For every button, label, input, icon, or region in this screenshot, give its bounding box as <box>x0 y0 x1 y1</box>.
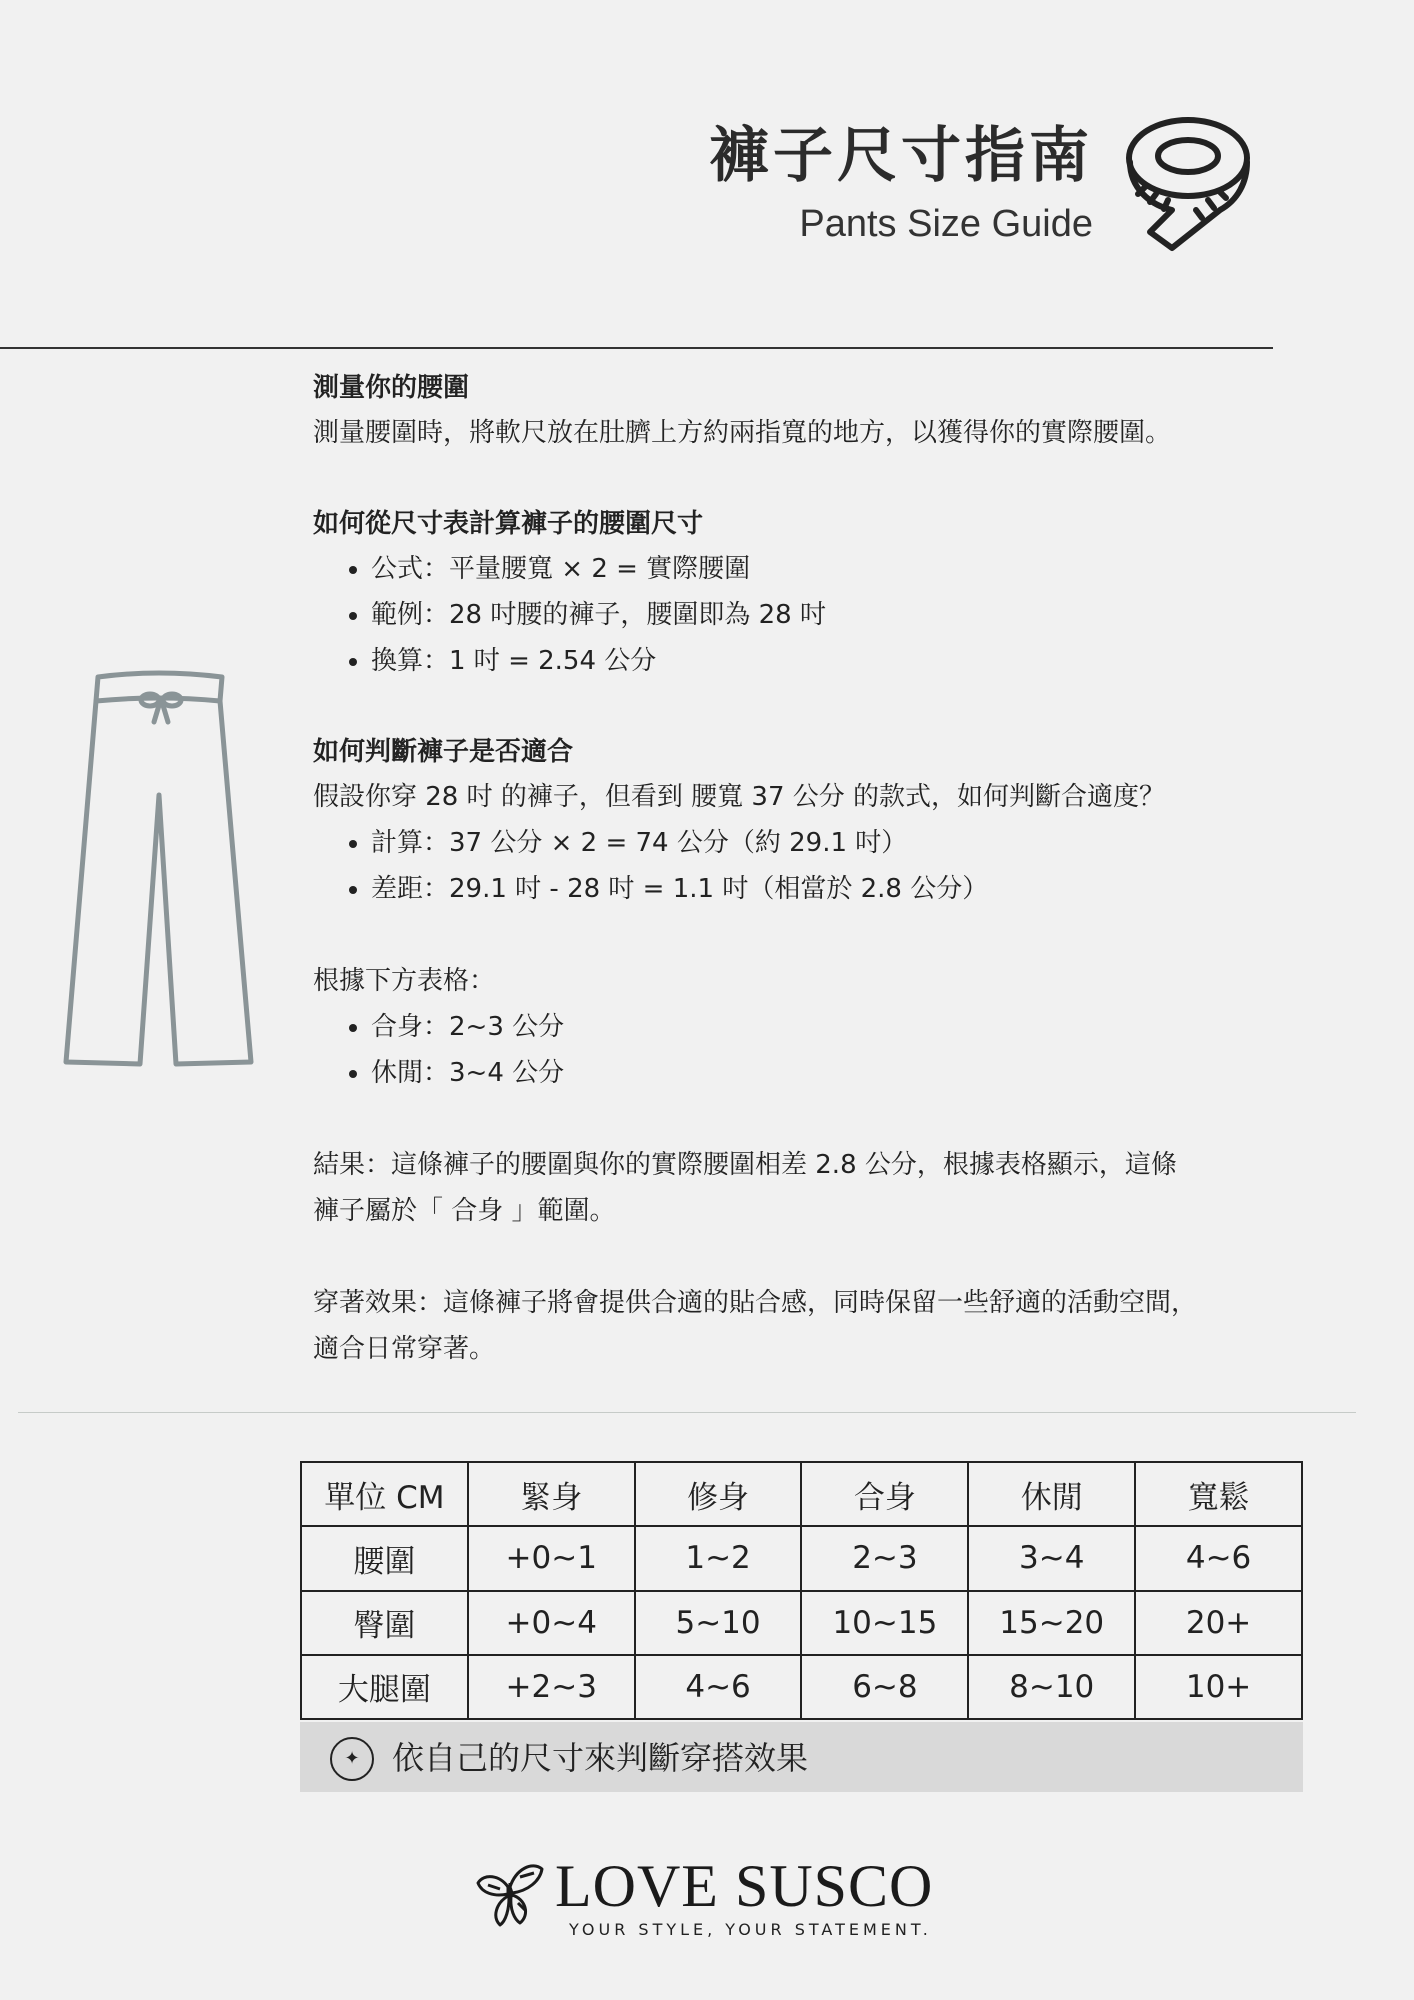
measure-text: 測量腰圍時，將軟尺放在肚臍上方約兩指寬的地方，以獲得你的實際腰圍。 <box>313 418 1172 448</box>
page-title: 褲子尺寸指南 <box>709 121 1093 191</box>
result-line-2: 褲子屬於「 合身 」範圍。 <box>313 1196 616 1226</box>
effect-line-2: 適合日常穿著。 <box>313 1334 496 1364</box>
note-text: 依自己的尺寸來判斷穿搭效果 <box>392 1739 809 1777</box>
table-cell: 20+ <box>1135 1591 1302 1655</box>
table-cell: 10+ <box>1135 1655 1302 1719</box>
brand-name: LOVE SUSCO <box>555 1853 934 1919</box>
list-item: • 差距：29.1 吋 - 28 吋 = 1.1 吋（相當於 2.8 公分） <box>371 866 1363 912</box>
table-cell: 2~3 <box>801 1526 968 1590</box>
table-header-cell: 修身 <box>635 1462 802 1526</box>
list-item: • 範例：28 吋腰的褲子，腰圍即為 28 吋 <box>371 592 1363 638</box>
measure-heading: 測量你的腰圍 <box>313 373 470 403</box>
effect-line-1: 穿著效果：這條褲子將會提供合適的貼合感，同時保留一些舒適的活動空間， <box>313 1288 1198 1318</box>
fit-list <box>313 820 1363 912</box>
table-cell: 大腿圍 <box>301 1655 468 1719</box>
table-header-cell: 寬鬆 <box>1135 1462 1302 1526</box>
table-cell: +2~3 <box>468 1655 635 1719</box>
table-cell: 4~6 <box>1135 1526 1302 1590</box>
table-ref-intro: 根據下方表格： <box>313 966 496 996</box>
table-cell: 8~10 <box>968 1655 1135 1719</box>
table-row <box>301 1526 1302 1590</box>
table-cell: 臀圍 <box>301 1591 468 1655</box>
pants-icon <box>58 667 258 1072</box>
calc-list <box>313 546 1363 684</box>
size-table <box>300 1461 1303 1720</box>
table-header-cell: 單位 CM <box>301 1462 468 1526</box>
calc-heading: 如何從尺寸表計算褲子的腰圍尺寸 <box>313 509 704 539</box>
table-row <box>301 1591 1302 1655</box>
table-cell: 1~2 <box>635 1526 802 1590</box>
fit-heading: 如何判斷褲子是否適合 <box>313 737 574 767</box>
table-header-cell: 緊身 <box>468 1462 635 1526</box>
table-cell: 6~8 <box>801 1655 968 1719</box>
section-divider <box>18 1412 1356 1413</box>
page-subtitle: Pants Size Guide <box>799 203 1093 245</box>
table-header-row <box>301 1462 1302 1526</box>
header-divider <box>0 347 1273 349</box>
list-item: • 合身：2~3 公分 <box>371 1004 1363 1050</box>
table-ref-list <box>313 1004 1363 1096</box>
table-row <box>301 1655 1302 1719</box>
content-section <box>313 366 1363 1372</box>
table-cell: 5~10 <box>635 1591 802 1655</box>
butterfly-icon <box>474 1863 546 1933</box>
table-cell: 10~15 <box>801 1591 968 1655</box>
list-item: • 公式：平量腰寬 × 2 = 實際腰圍 <box>371 546 1363 592</box>
table-cell: +0~4 <box>468 1591 635 1655</box>
list-item: • 換算：1 吋 = 2.54 公分 <box>371 638 1363 684</box>
table-cell: +0~1 <box>468 1526 635 1590</box>
list-item: • 休閒：3~4 公分 <box>371 1050 1363 1096</box>
brand-slogan: YOUR STYLE, YOUR STATEMENT. <box>569 1920 932 1939</box>
table-cell: 腰圍 <box>301 1526 468 1590</box>
table-cell: 4~6 <box>635 1655 802 1719</box>
table-header-cell: 合身 <box>801 1462 968 1526</box>
table-cell: 15~20 <box>968 1591 1135 1655</box>
table-cell: 3~4 <box>968 1526 1135 1590</box>
result-line-1: 結果：這條褲子的腰圍與你的實際腰圍相差 2.8 公分，根據表格顯示，這條 <box>313 1150 1177 1180</box>
sparkle-icon: ✦ <box>330 1737 374 1781</box>
measuring-tape-icon <box>1120 110 1260 255</box>
fit-intro: 假設你穿 28 吋 的褲子，但看到 腰寬 37 公分 的款式，如何判斷合適度？ <box>313 782 1166 812</box>
list-item: • 計算：37 公分 × 2 = 74 公分（約 29.1 吋） <box>371 820 1363 866</box>
table-header-cell: 休閒 <box>968 1462 1135 1526</box>
